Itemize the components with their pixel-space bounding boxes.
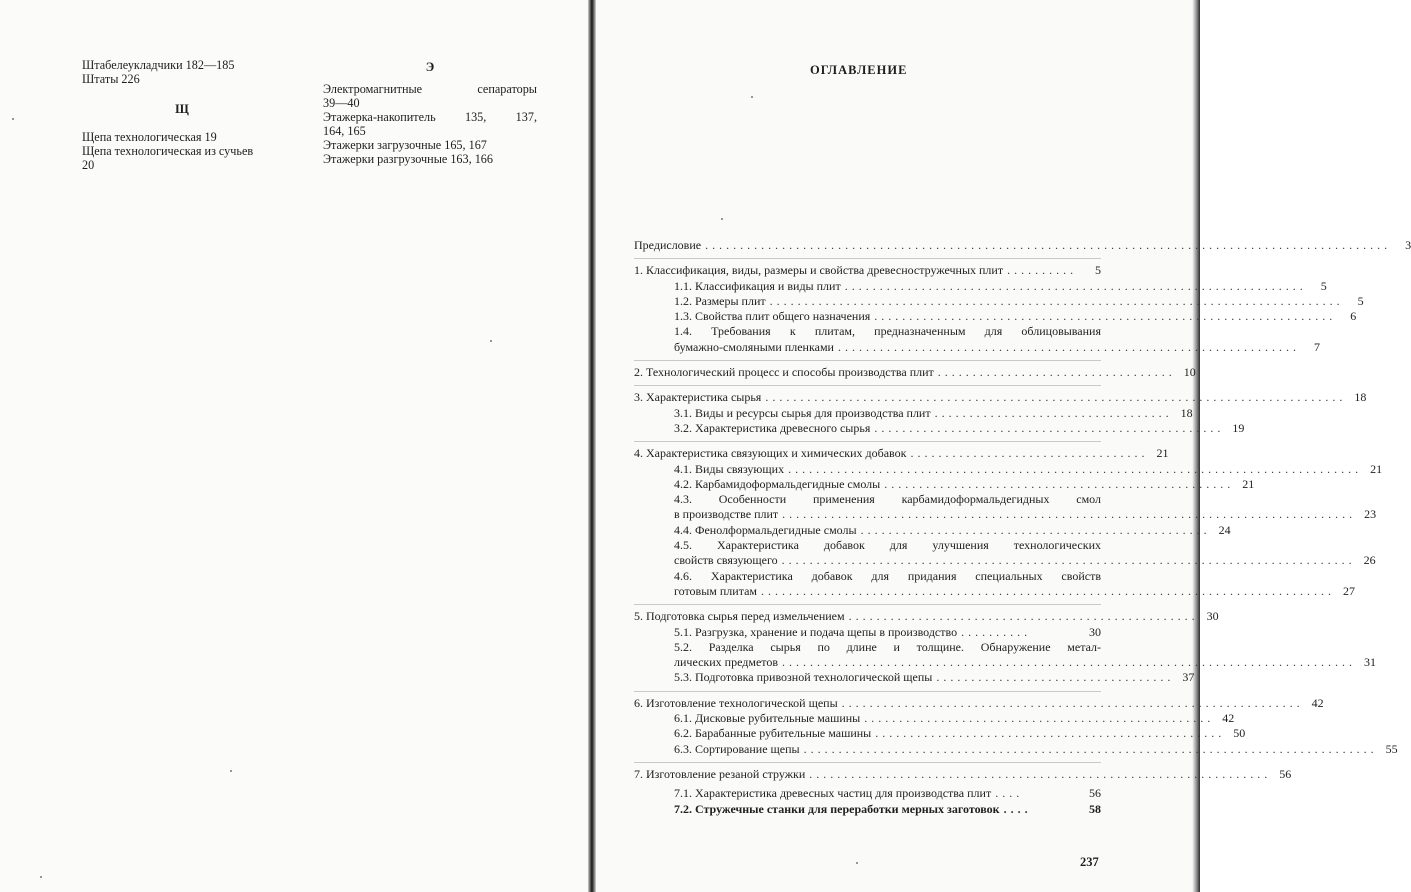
toc-entry-label: 1.1. Классификация и виды плит bbox=[674, 278, 841, 293]
toc-chapter-7: 7. Изготовление резаной стружки .................................................................. 56 bbox=[634, 762, 1101, 782]
toc-entry-label: 4.4. Фенолформальдегидные смолы bbox=[674, 522, 857, 537]
toc-entry-label: 1.4. Требования к плитам, предназначенным для облицовывания bbox=[674, 324, 1101, 339]
index-entry: Щепа технологическая из сучьев bbox=[82, 144, 254, 158]
toc-page-number: 27 bbox=[1343, 583, 1356, 598]
toc-chapter-5: 5. Подготовка сырья перед измельчением .................................................. 30 bbox=[634, 604, 1101, 624]
toc-entry-label: 5.2. Разделка сырья по длине и толщине. Обнаружение метал- bbox=[674, 639, 1101, 654]
toc-page-number: 50 bbox=[1233, 726, 1246, 741]
toc-chapter-4: 4. Характеристика связующих и химических добавок .................................. 21 bbox=[634, 441, 1101, 461]
toc-page-number: 19 bbox=[1232, 420, 1245, 435]
toc-entry-label: 1. Классификация, виды, размеры и свойства древесностружечных плит bbox=[634, 263, 1004, 278]
toc-page-number: 58 bbox=[1089, 801, 1101, 816]
toc-section: 7.2. Стружечные станки для переработки мерных заготовок .... 58 bbox=[674, 801, 1101, 816]
toc-entry-label: 7.2. Стружечные станки для переработки мерных заготовок bbox=[674, 801, 1000, 816]
toc-section: 5.1. Разгрузка, хранение и подача щепы в производство .......... 30 bbox=[674, 624, 1101, 639]
toc-entry-label: 4.1. Виды связующих bbox=[674, 461, 785, 476]
toc-entry-label: 3.2. Характеристика древесного сырья bbox=[674, 420, 871, 435]
toc-section: 4.4. Фенолформальдегидные смолы .................................................. 24 bbox=[674, 522, 1231, 537]
toc-entry-label-continuation: бумажно-смоляными пленками bbox=[674, 339, 834, 354]
toc-page-number: 5 bbox=[1357, 293, 1364, 308]
toc-entry-label: 6.3. Сортирование щепы bbox=[674, 741, 800, 756]
toc-chapter-2: 2. Технологический процесс и способы производства плит .................................. 10 bbox=[634, 360, 1101, 380]
toc-entry-label: 6. Изготовление технологической щепы bbox=[634, 695, 838, 710]
toc-entry-label: 7.1. Характеристика древесных частиц для производства плит bbox=[674, 786, 992, 801]
toc-page-number: 5 bbox=[1320, 278, 1327, 293]
page-number: 237 bbox=[1080, 855, 1099, 869]
toc-page-number: 42 bbox=[1311, 695, 1324, 710]
toc-entry-label: 7. Изготовление резаной стружки bbox=[634, 766, 806, 781]
toc-entry-label-continuation: свойств связующего bbox=[674, 553, 778, 568]
left-page bbox=[0, 0, 588, 892]
book-spine bbox=[588, 0, 596, 892]
toc-chapter-3: 3. Характеристика сырья ................................................................................... 18 bbox=[634, 385, 1101, 405]
index-letter-heading: Э bbox=[425, 60, 435, 74]
toc-page-number: 21 bbox=[1242, 476, 1255, 491]
toc-section: 6.1. Дисковые рубительные машины .................................................. 42 bbox=[674, 711, 1235, 726]
toc-entry-label: 2. Технологический процесс и способы производства плит bbox=[634, 365, 934, 380]
toc-entry-label: 4.6. Характеристика добавок для придания специальных свойств bbox=[674, 568, 1101, 583]
toc-entry-label: 6.1. Дисковые рубительные машины bbox=[674, 711, 861, 726]
toc-chapter-1: 1. Классификация, виды, размеры и свойства древесностружечных плит .......... 5 bbox=[634, 258, 1101, 278]
index-entry-continuation: 39—40 bbox=[323, 96, 360, 110]
toc-page-number: 10 bbox=[1183, 365, 1196, 380]
toc-page-number: 37 bbox=[1182, 670, 1195, 685]
index-column-2 bbox=[323, 58, 537, 166]
toc-section-multiline: 5.2. Разделка сырья по длине и толщине. Обнаружение метал- лических предметов .................................................................................. 31 bbox=[674, 639, 1377, 670]
page-edge bbox=[1192, 0, 1200, 892]
toc-page-number: 55 bbox=[1385, 741, 1398, 756]
index-entry: Щепа технологическая 19 bbox=[82, 130, 217, 144]
toc-page-number: 21 bbox=[1370, 461, 1383, 476]
toc-section: 4.1. Виды связующих .................................................................................. 21 bbox=[674, 461, 1383, 476]
index-entry: Этажерка-накопитель 135, 137, bbox=[323, 110, 537, 124]
index-column-1 bbox=[82, 58, 282, 172]
index-entry: Электромагнитные сепараторы bbox=[323, 82, 537, 96]
toc-entry-label: 3.1. Виды и ресурсы сырья для производства плит bbox=[674, 405, 931, 420]
toc-section-multiline: 4.6. Характеристика добавок для придания специальных свойств готовым плитам .................................................................................. 27 bbox=[674, 568, 1356, 598]
toc-section-multiline: 4.5. Характеристика добавок для улучшения технологических свойств связующего .................................................................................. 26 bbox=[674, 538, 1376, 568]
toc-entry-label: 1.3. Свойства плит общего назначения bbox=[674, 309, 871, 324]
toc-page-number: 42 bbox=[1222, 711, 1235, 726]
toc-entry-preface: Предисловие .................................................................................................. 3 bbox=[634, 238, 1411, 252]
table-of-contents bbox=[634, 238, 1411, 817]
toc-section: 3.1. Виды и ресурсы сырья для производства плит .................................. 18 bbox=[674, 405, 1193, 420]
toc-page-number: 24 bbox=[1218, 522, 1231, 537]
toc-entry-label: 1.2. Размеры плит bbox=[674, 293, 766, 308]
index-entry-continuation: 164, 165 bbox=[323, 124, 366, 138]
toc-section: 1.1. Классификация и виды плит .................................................................. 5 bbox=[674, 278, 1327, 293]
toc-entry-label-continuation: готовым плитам bbox=[674, 583, 758, 598]
index-entry: Этажерки разгрузочные 163, 166 bbox=[323, 152, 493, 166]
toc-page-number: 30 bbox=[1089, 624, 1101, 639]
toc-page-number: 6 bbox=[1350, 309, 1357, 324]
toc-entry-label: 4.5. Характеристика добавок для улучшения технологических bbox=[674, 538, 1101, 553]
index-entry: 20 bbox=[82, 158, 95, 172]
toc-page-number: 26 bbox=[1363, 553, 1376, 568]
toc-entry-label: 5.3. Подготовка привозной технологической щепы bbox=[674, 670, 933, 685]
toc-entry-label: 4.3. Особенности применения карбамидоформальдегидных смол bbox=[674, 492, 1101, 507]
toc-entry-label: Предисловие bbox=[634, 238, 702, 252]
toc-page-number: 5 bbox=[1095, 263, 1101, 278]
toc-page-number: 3 bbox=[1405, 238, 1411, 252]
toc-entry-label-continuation: лических предметов bbox=[674, 655, 779, 670]
toc-section-multiline: 4.3. Особенности применения карбамидоформальдегидных смол в производстве плит .................................................................................. 23 bbox=[674, 492, 1377, 522]
toc-entry-label: 5. Подготовка сырья перед измельчением bbox=[634, 609, 845, 624]
toc-title: ОГЛАВЛЕНИЕ bbox=[810, 63, 908, 77]
toc-entry-label: 4.2. Карбамидоформальдегидные смолы bbox=[674, 476, 881, 491]
toc-page-number: 56 bbox=[1089, 786, 1101, 801]
toc-section: 6.3. Сортирование щепы .................................................................................. 55 bbox=[674, 741, 1398, 756]
toc-entry-label: 3. Характеристика сырья bbox=[634, 390, 762, 405]
toc-page-number: 7 bbox=[1313, 339, 1320, 354]
toc-page-number: 30 bbox=[1206, 609, 1219, 624]
index-entry: Штабелеукладчики 182—185 bbox=[82, 58, 235, 72]
toc-section: 3.2. Характеристика древесного сырья .................................................. 19 bbox=[674, 420, 1245, 435]
toc-section-multiline: 1.4. Требования к плитам, предназначенным для облицовывания бумажно-смоляными пленками .................................................................. 7 bbox=[674, 324, 1320, 354]
toc-chapter-6: 6. Изготовление технологической щепы .................................................................. 42 bbox=[634, 691, 1101, 711]
toc-page-number: 56 bbox=[1279, 766, 1292, 781]
toc-entry-label: 6.2. Барабанные рубительные машины bbox=[674, 726, 872, 741]
index-letter-heading: Щ bbox=[175, 102, 189, 116]
toc-page-number: 23 bbox=[1364, 507, 1377, 522]
toc-section: 1.2. Размеры плит .................................................................................. 5 bbox=[674, 293, 1364, 308]
toc-section: 4.2. Карбамидоформальдегидные смолы .................................................. 21 bbox=[674, 476, 1255, 491]
toc-section: 6.2. Барабанные рубительные машины .................................................. 50 bbox=[674, 726, 1246, 741]
toc-entry-label-continuation: в производстве плит bbox=[674, 507, 779, 522]
toc-section: 7.1. Характеристика древесных частиц для производства плит .... 56 bbox=[674, 786, 1101, 801]
toc-section: 1.3. Свойства плит общего назначения .................................................................. 6 bbox=[674, 309, 1357, 324]
toc-entry-label: 5.1. Разгрузка, хранение и подача щепы в производство bbox=[674, 624, 958, 639]
toc-page-number: 21 bbox=[1156, 446, 1169, 461]
index-entry: Этажерки загрузочные 165, 167 bbox=[323, 138, 487, 152]
toc-page-number: 18 bbox=[1354, 390, 1367, 405]
toc-page-number: 18 bbox=[1180, 405, 1193, 420]
toc-entry-label: 4. Характеристика связующих и химических добавок bbox=[634, 446, 907, 461]
index-entry: Штаты 226 bbox=[82, 72, 140, 86]
toc-page-number: 31 bbox=[1364, 655, 1377, 670]
toc-section: 5.3. Подготовка привозной технологической щепы .................................. 37 bbox=[674, 670, 1195, 685]
